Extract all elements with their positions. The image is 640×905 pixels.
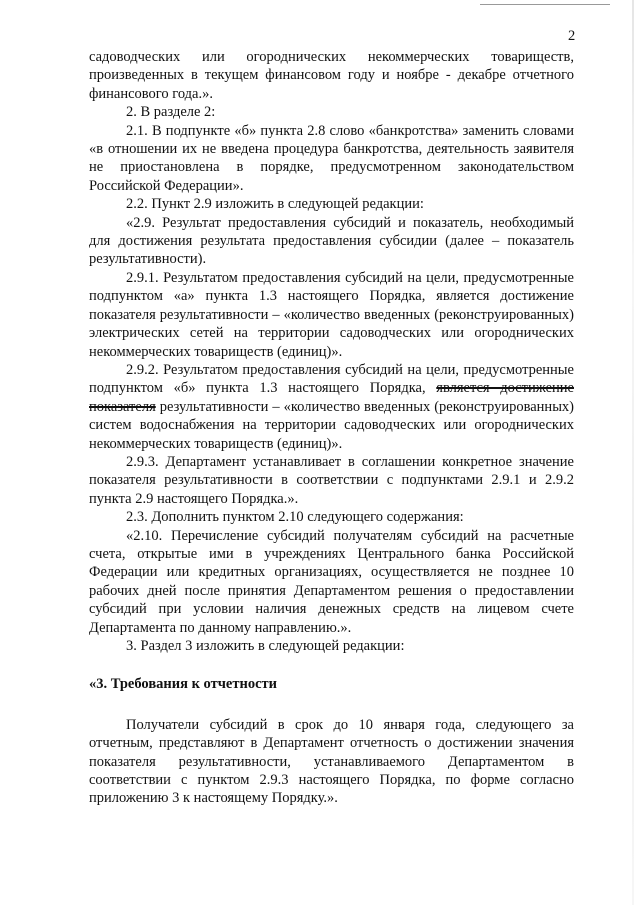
paragraph-section-3: 3. Раздел 3 изложить в следующей редакции:: [126, 638, 405, 654]
paragraph-2-9-2-start: 2.9.2. Результатом предоставления субсидий на цели, предусмотренные подпунктом «б» пункта 1.3 настоящего Порядка,: [89, 361, 574, 397]
paragraph-section-2: 2. В разделе 2:: [126, 104, 216, 121]
paragraph-2-9-2-end: результативности – «количество введенных (реконструированных) систем водоснабжения на территории садоводческих или огороднических некоммерческих товариществ (единиц)».: [89, 398, 575, 452]
scan-artifact-line: [480, 4, 610, 5]
paragraph-2-1: 2.1. В подпункте «б» пункта 2.8 слово «банкротства» заменить словами «в отношении их не введена процедура банкротства, деятельность заявителя не приостановлена в порядке, предусмотренном законодательством Российской Федерации».: [89, 122, 574, 194]
paragraph-continuation: садоводческих или огороднических некоммерческих товариществ, произведенных в текущем финансовом году и ноябре - декабре отчетного финансового года.».: [89, 49, 574, 102]
paragraph-2-9-2: [89, 361, 574, 453]
paragraph-2-9-3: 2.9.3. Департамент устанавливает в соглашении конкретное значение показателя результативности в соответствии с подпунктами 2.9.1 и 2.9.2 пункта 2.9 настоящего Порядка.».: [89, 453, 574, 507]
paragraph-2-10: «2.10. Перечисление субсидий получателям субсидий на расчетные счета, открытые ими в учреждениях Центрального банка Российской Федерации или кредитных организациях, осуществляется не позднее 10 рабочих дней после принятия Департаментом решения о предоставлении субсидий при условии наличия денежных средств на лицевом счете Департамента по данному направлению.».: [89, 527, 574, 636]
struck-text: является достижение показателя: [89, 380, 574, 415]
paragraph-reporting: Получатели субсидий в срок до 10 января года, следующего за отчетным, представляют в Департамент отчетность о достижении значения показателя результативности, устанавливаемого Департаментом в соответствии с пунктом 2.9.3 настоящего Порядка, по форме согласно приложению 3 к настоящему Порядку.».: [89, 716, 574, 807]
page-number: 2: [568, 28, 576, 44]
scan-edge-shadow: [632, 0, 634, 905]
paragraph-2-9: «2.9. Результат предоставления субсидий и показатель, необходимый для достижения результата предоставления субсидии (далее – показатель результативности).: [89, 214, 574, 268]
section-heading: «3. Требования к отчетности: [89, 676, 277, 693]
paragraph-2-9-1: 2.9.1. Результатом предоставления субсидий на цели, предусмотренные подпунктом «а» пункта 1.3 настоящего Порядка, является достижение показателя результативности – «количество введенных (реконструированных) электрических сетей на территории садоводческих или огороднических некоммерческих товариществ (единиц)».: [89, 269, 574, 360]
paragraph-2-3: 2.3. Дополнить пунктом 2.10 следующего содержания:: [126, 509, 464, 526]
document-body: [89, 48, 574, 808]
paragraph-2-2: 2.2. Пункт 2.9 изложить в следующей редакции:: [126, 196, 424, 213]
